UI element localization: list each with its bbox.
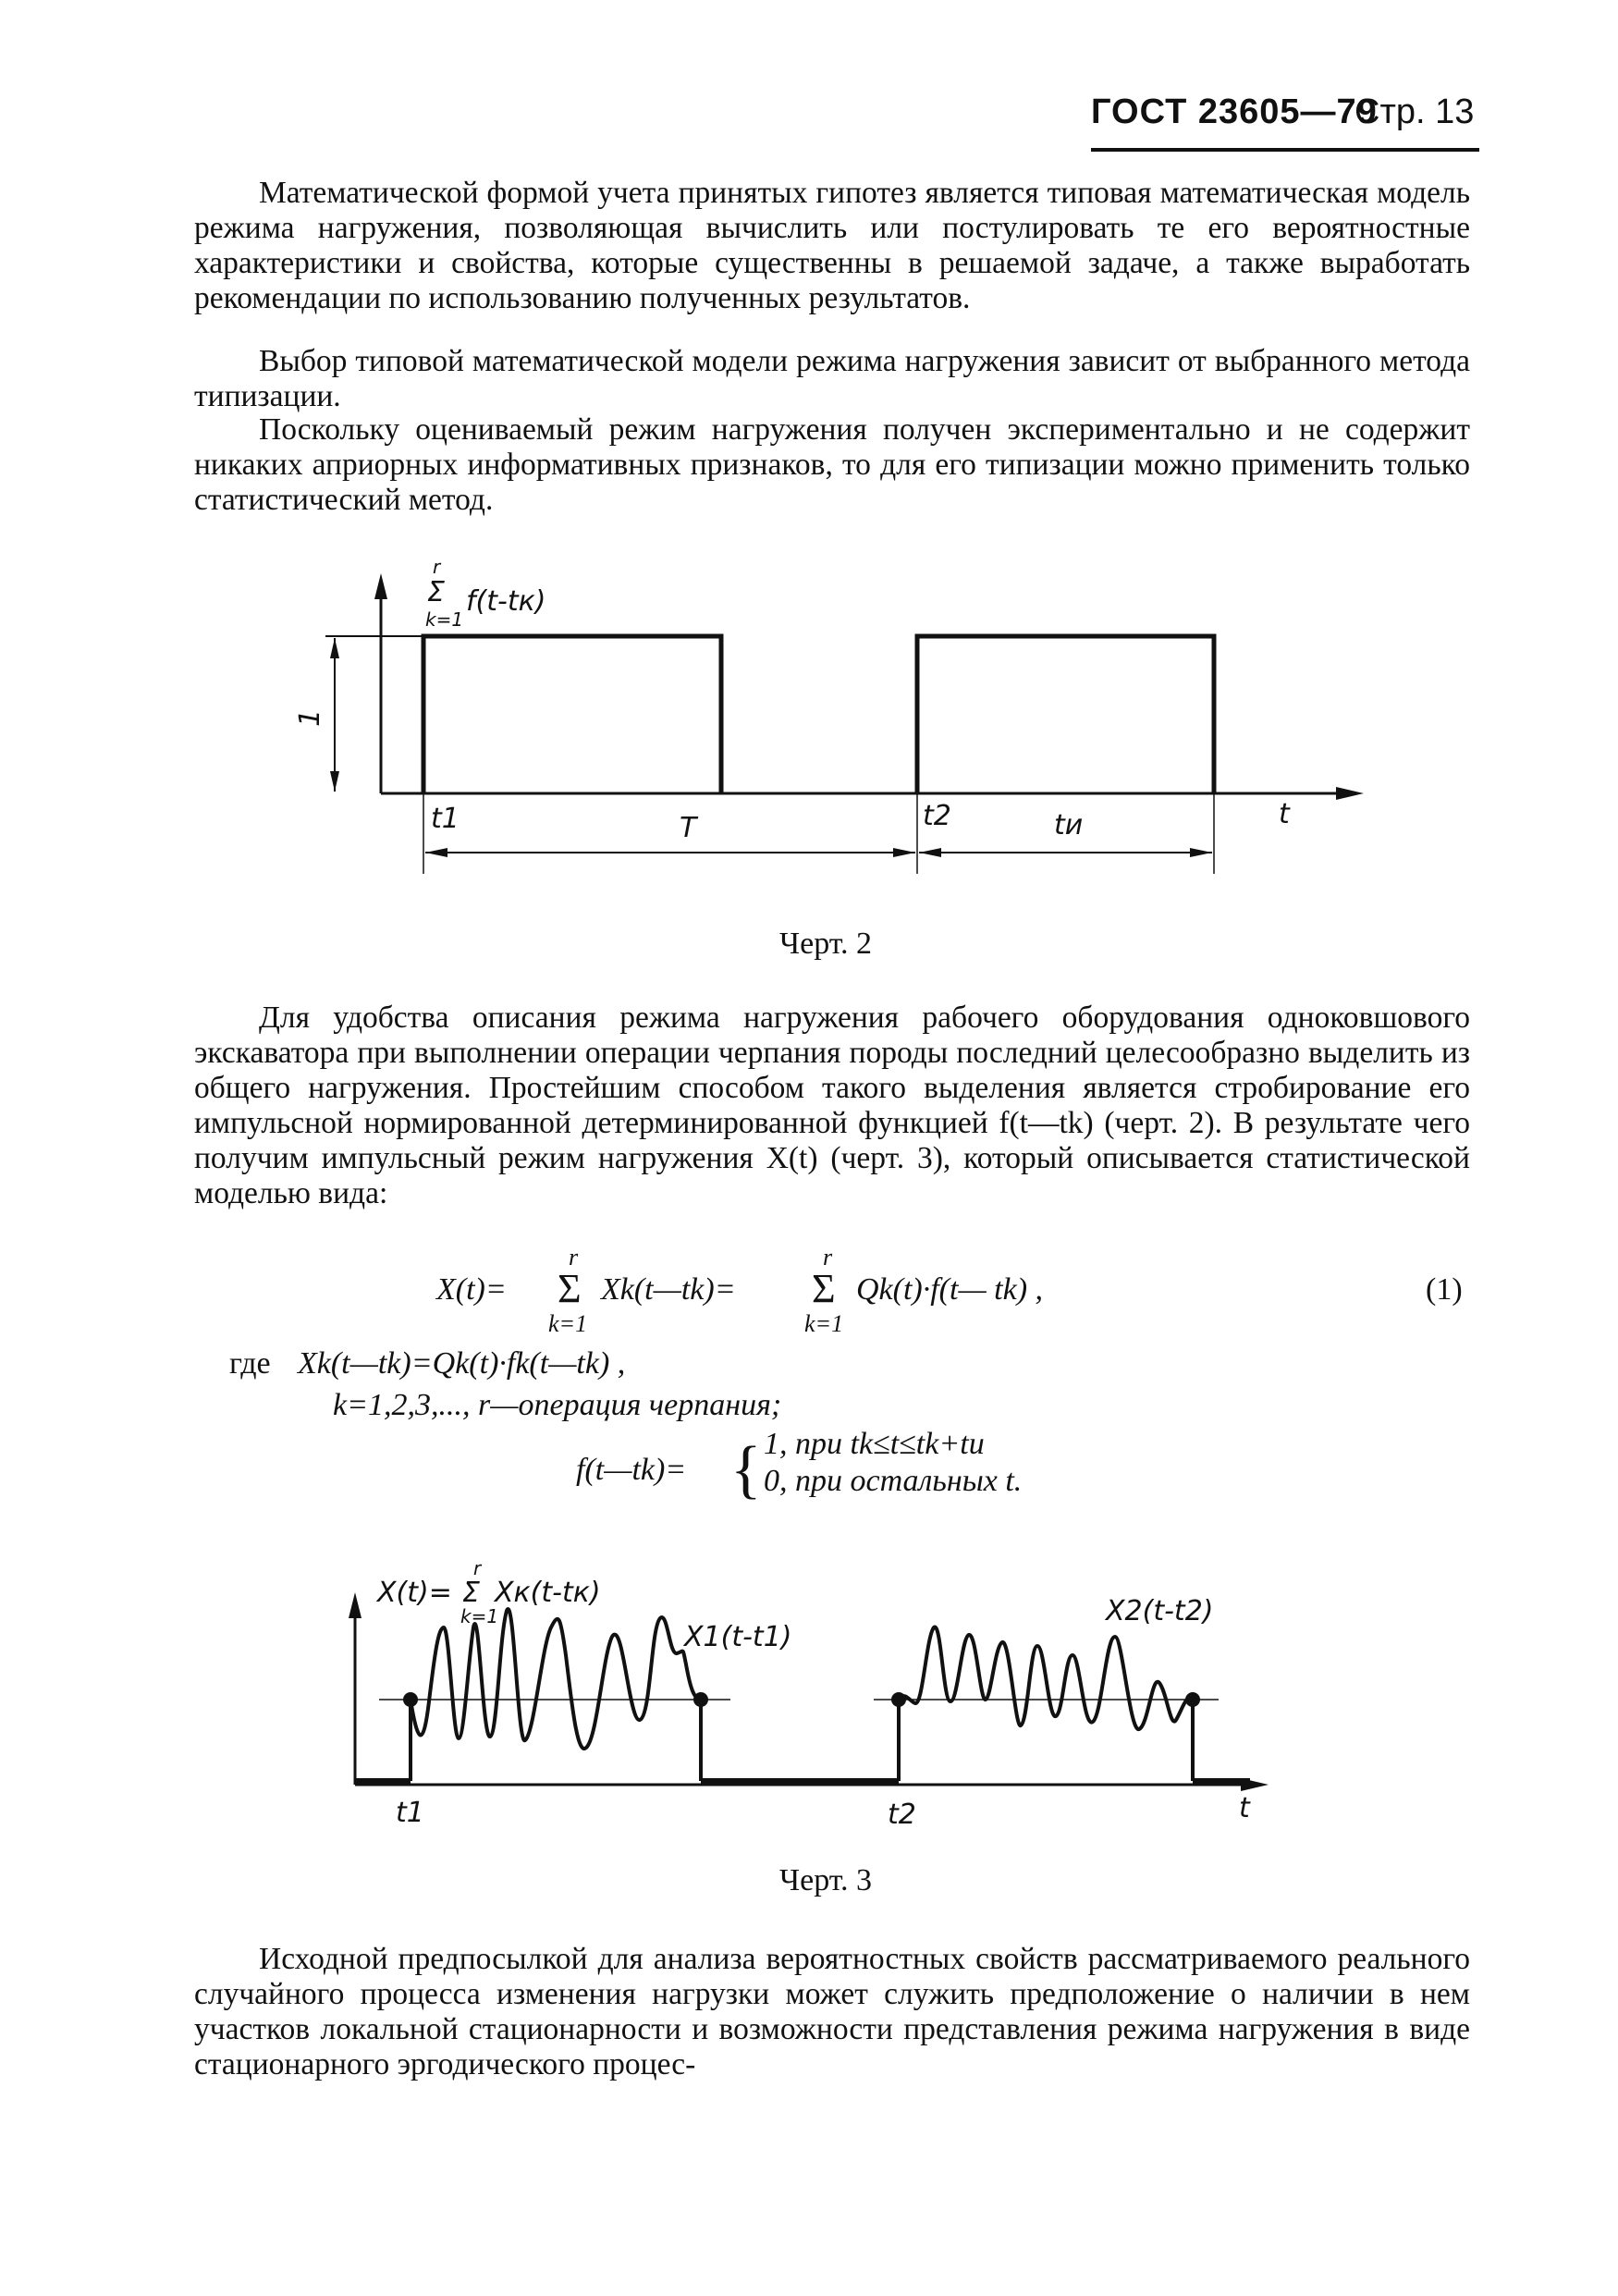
page-number: Стр. 13 bbox=[1354, 92, 1475, 131]
paragraph-premise: Исходной предпосылкой для анализа вероятностных свойств рассматриваемого реального случайного процесса изменения нагрузки может служить предположение о наличии в нем участков локальной стационарности и возможности представления режима нагружения в виде стационарного эргодического процес- bbox=[194, 1942, 1470, 2081]
eq-lhs: X(t)= bbox=[436, 1272, 507, 1307]
eq-term1: Xk(t—tk)= bbox=[601, 1272, 736, 1307]
eq-where-expr: Xk(t—tk)=Qk(t)·fk(t—tk) , bbox=[298, 1346, 626, 1381]
eq-case-1: 1, при tk≤t≤tk+tи bbox=[764, 1427, 985, 1461]
fig3-burst-1-label: X1(t-t1) bbox=[684, 1621, 792, 1653]
eq-number: (1) bbox=[1426, 1272, 1463, 1307]
eq-f-lhs: f(t—tk)= bbox=[576, 1453, 687, 1487]
fig3-sum-bottom: k=1 bbox=[460, 1605, 499, 1627]
eq-sum1-sign: Σ bbox=[558, 1266, 582, 1311]
fig3-burst-2 bbox=[899, 1627, 1193, 1781]
figure-3-caption: Черт. 3 bbox=[779, 1863, 873, 1897]
fig2-sum-sign: Σ bbox=[427, 576, 445, 608]
fig3-y-label-sum: Xк(t-tк) bbox=[495, 1577, 601, 1609]
eq-brace: { bbox=[730, 1434, 762, 1505]
fig2-sum-bottom: k=1 bbox=[425, 608, 464, 631]
fig3-sum-sign: Σ bbox=[462, 1577, 480, 1609]
paragraph-choice: Выбор типовой математической модели режима нагружения зависит от выбранного метода типизации. bbox=[194, 344, 1470, 413]
fig3-point-2b bbox=[1185, 1692, 1200, 1707]
fig2-t2-label: t2 bbox=[923, 800, 951, 832]
eq-term2: Qk(t)·f(t— tk) , bbox=[856, 1272, 1044, 1307]
fig2-y-label: f(t-tк) bbox=[466, 585, 546, 618]
fig3-point-1b bbox=[693, 1692, 708, 1707]
fig3-y-label: X(t)= bbox=[377, 1577, 452, 1609]
standard-number: ГОСТ 23605—79 bbox=[1091, 92, 1378, 131]
fig3-point-1a bbox=[403, 1692, 418, 1707]
fig3-point-2a bbox=[891, 1692, 906, 1707]
fig3-t1-label: t1 bbox=[396, 1797, 424, 1829]
fig2-sum-top: r bbox=[433, 556, 441, 578]
eq-sum1-top: r bbox=[569, 1244, 579, 1271]
fig3-y-arrow bbox=[349, 1592, 362, 1618]
eq-sum2-bottom: k=1 bbox=[804, 1310, 844, 1337]
fig2-x-axis-label: t bbox=[1279, 798, 1290, 830]
paragraph-model: Математической формой учета принятых гипотез является типовая математическая модель режима нагружения, позволяющая вычислить или постулировать те его вероятностные характеристики и свойства, которые существенны в решаемой задаче, а также выработать рекомендации по использованию полученных результатов. bbox=[194, 176, 1470, 315]
fig3-burst-1 bbox=[411, 1609, 701, 1781]
fig2-duration-label: tи bbox=[1054, 809, 1084, 841]
eq-case-2: 0, при остальных t. bbox=[764, 1464, 1023, 1498]
fig2-t1-label: t1 bbox=[431, 803, 460, 835]
eq-sum2-sign: Σ bbox=[812, 1266, 836, 1311]
fig3-sum-top: r bbox=[473, 1557, 482, 1579]
fig3-x-axis-label: t bbox=[1239, 1792, 1250, 1824]
paragraph-description: Для удобства описания режима нагружения рабочего оборудования одноковшового экскаватора при выполнении операции черпания породы последний целесообразно выделить из общего нагружения. Простейшим способом такого выделения является стробирование его импульсной нормированной детерминированной функцией f(t—tk) (черт. 2). В результате чего получим импульсный режим нагружения X(t) (черт. 3), который описывается статистической моделью вида: bbox=[194, 1001, 1470, 1210]
eq-where-prefix: где bbox=[229, 1346, 271, 1381]
paragraph-method: Поскольку оцениваемый режим нагружения получен экспериментально и не содержит никаких априорных информативных признаков, то для его типизации можно применить только статистический метод. bbox=[194, 412, 1470, 517]
eq-sum1-bottom: k=1 bbox=[548, 1310, 588, 1337]
fig3-burst-2-label: X2(t-t2) bbox=[1106, 1595, 1214, 1627]
fig2-amplitude-label: 1 bbox=[294, 708, 326, 727]
fig3-t2-label: t2 bbox=[888, 1799, 916, 1831]
eq-sum2-top: r bbox=[823, 1244, 833, 1271]
fig2-period-label: T bbox=[680, 812, 697, 844]
figure-2-caption: Черт. 2 bbox=[779, 927, 873, 961]
eq-k-line: k=1,2,3,..., r—операция черпания; bbox=[333, 1388, 782, 1422]
